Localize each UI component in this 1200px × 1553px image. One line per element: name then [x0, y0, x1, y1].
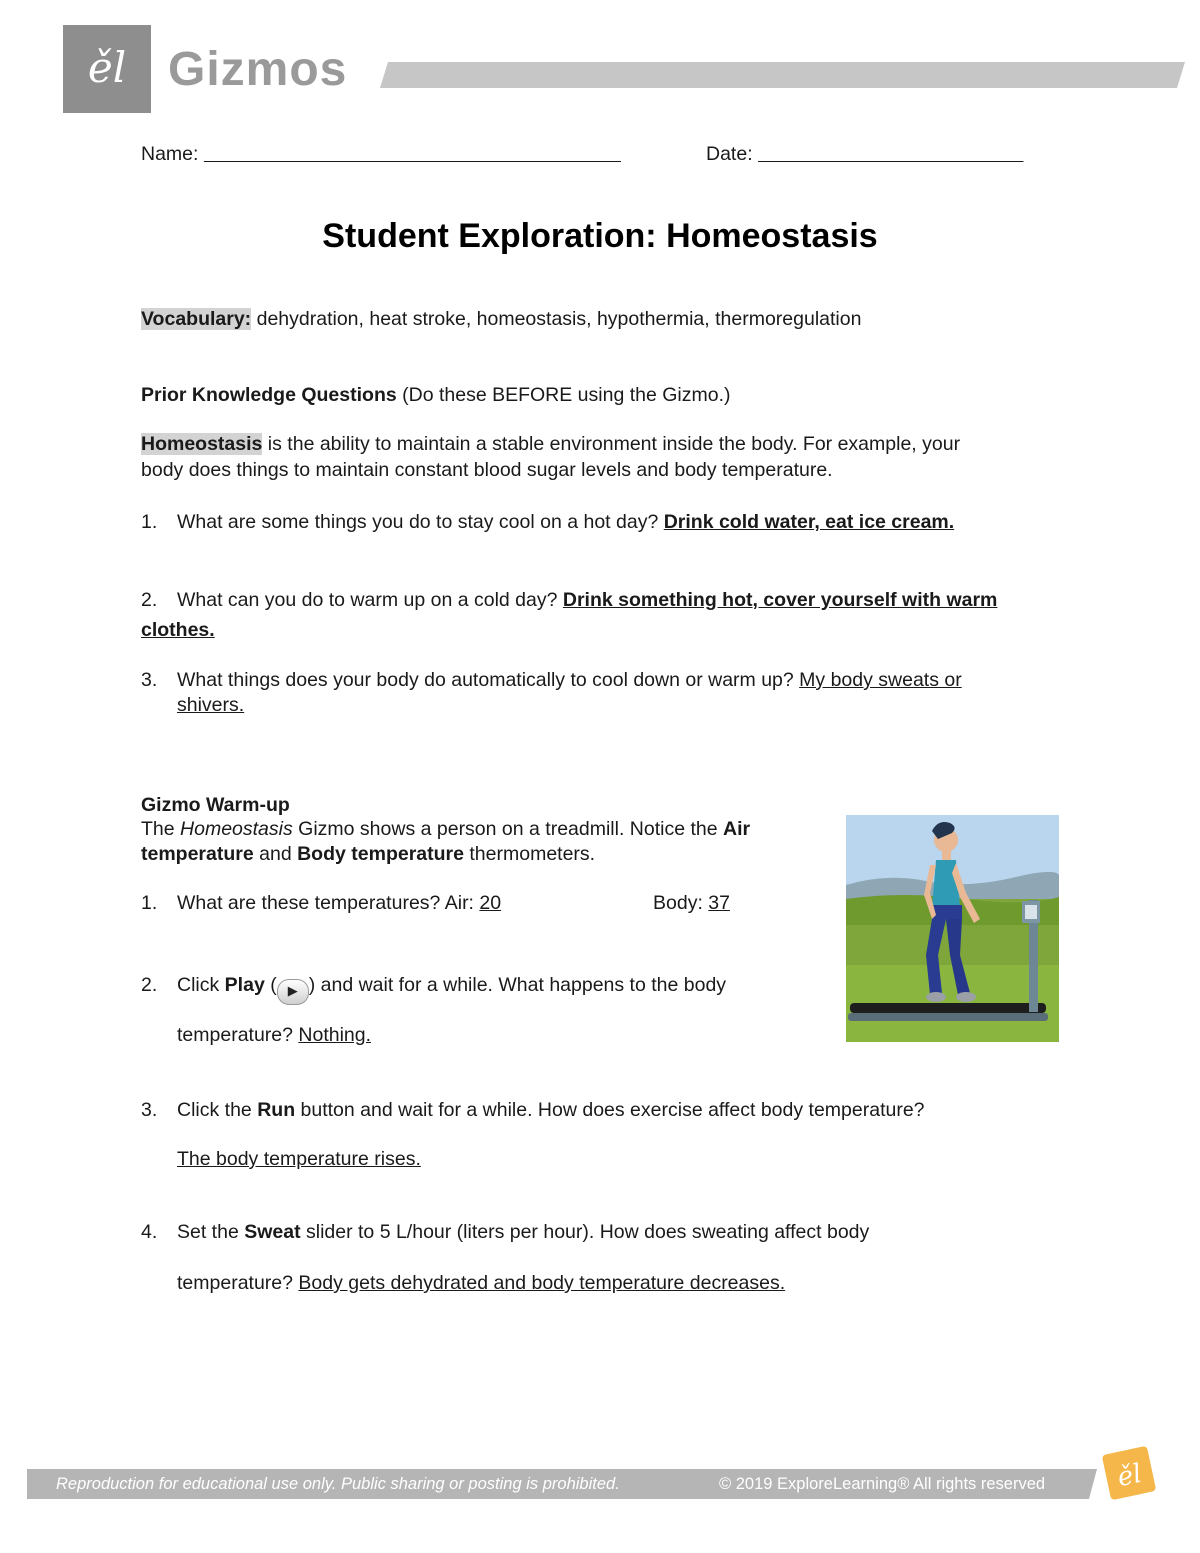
el-logo-icon: ěl: [87, 43, 127, 92]
body-temperature-bold: Body temperature: [297, 843, 464, 865]
intro-text: The: [141, 818, 181, 840]
question-number: 1.: [141, 892, 158, 914]
question-text: What are some things you do to stay cool on a hot day?: [177, 511, 664, 533]
date-label: Date:: [706, 143, 753, 165]
prior-question-3-line2: [177, 692, 244, 718]
answer-text: My body sweats or: [799, 669, 962, 691]
answer-text: The body temperature rises.: [177, 1148, 421, 1170]
question-text: button and wait for a while. How does exercise affect body temperature?: [295, 1099, 925, 1121]
warmup-question-4: [141, 1219, 869, 1245]
vocabulary-line: [141, 306, 861, 332]
temperature-bold: temperature: [141, 843, 254, 865]
air-answer: 20: [479, 892, 502, 914]
question-text: Click the: [177, 1099, 258, 1121]
question-text: slider to 5 L/hour (liters per hour). How does sweating affect body: [300, 1221, 870, 1243]
warmup-question-1-body: [653, 890, 730, 916]
answer-text: clothes.: [141, 619, 215, 641]
homeostasis-definition-line1: [141, 431, 960, 457]
footer-copyright: © 2019 ExploreLearning® All rights reserved: [719, 1475, 1046, 1493]
date-field: [706, 141, 1024, 167]
prior-knowledge-heading-line: [141, 382, 731, 408]
warmup-question-4-line2: [177, 1270, 785, 1296]
treadmill-illustration: [846, 815, 1059, 1042]
question-number: 2.: [141, 589, 158, 611]
answer-text: Drink something hot, cover yourself with warm: [562, 589, 998, 611]
warmup-question-2-line2: [177, 1022, 371, 1048]
answer-text: Body gets dehydrated and body temperature decreases.: [298, 1272, 786, 1294]
question-text: Set the: [177, 1221, 245, 1243]
question-text: temperature?: [177, 1024, 299, 1046]
air-bold: Air: [723, 818, 751, 840]
prior-question-1: [141, 509, 954, 535]
gizmo-name: Homeostasis: [180, 818, 293, 840]
question-text: temperature?: [177, 1272, 299, 1294]
warmup-question-1: [141, 890, 501, 916]
page-title: Student Exploration: Homeostasis: [322, 217, 878, 255]
vocabulary-label: Vocabulary:: [141, 308, 252, 330]
play-bold: Play: [224, 974, 265, 996]
question-text: What things does your body do automatically to cool down or warm up?: [177, 669, 800, 691]
body-answer: 37: [708, 892, 730, 914]
question-number: 1.: [141, 511, 158, 533]
question-number: 4.: [141, 1221, 158, 1243]
answer-text: Nothing.: [298, 1024, 372, 1046]
answer-text: shivers.: [177, 694, 245, 716]
intro-text: thermometers.: [463, 843, 596, 865]
prior-question-3: [141, 667, 962, 693]
warmup-question-3: [141, 1097, 925, 1123]
warmup-heading-text: Gizmo Warm-up: [141, 794, 290, 816]
answer-text: Drink cold water, eat ice cream.: [663, 511, 955, 533]
prior-question-2-line2: [141, 617, 215, 643]
name-field: [141, 141, 621, 167]
question-text: (: [264, 974, 277, 996]
question-number: 3.: [141, 1099, 158, 1121]
homeostasis-term: Homeostasis: [141, 433, 263, 455]
prior-knowledge-heading: Prior Knowledge Questions: [141, 384, 397, 406]
question-text: ) and wait for a while. What happens to the body: [308, 974, 727, 996]
el-corner-logo-icon: [1098, 1442, 1160, 1504]
date-blank: [758, 143, 1023, 165]
run-bold: Run: [257, 1099, 296, 1121]
question-number: 3.: [141, 669, 158, 691]
prior-question-2: [141, 587, 997, 613]
question-text: What can you do to warm up on a cold day?: [177, 589, 563, 611]
warmup-intro-line2: [141, 841, 595, 867]
play-icon: ▶: [277, 979, 309, 1005]
question-number: 2.: [141, 974, 158, 996]
definition-text-1: is the ability to maintain a stable environment inside the body. For example, your: [262, 433, 961, 455]
question-text: Click: [177, 974, 225, 996]
body-label: Body:: [653, 892, 709, 914]
name-blank: [204, 143, 621, 165]
warmup-intro-line1: [141, 816, 750, 842]
warmup-question-2: [141, 972, 726, 1005]
svg-text:ěl: ěl: [1114, 1458, 1145, 1494]
vocabulary-terms: dehydration, heat stroke, homeostasis, hypothermia, thermoregulation: [251, 308, 862, 330]
brand-name: Gizmos: [168, 43, 348, 96]
warmup-question-3-answer: [177, 1146, 421, 1172]
question-text: What are these temperatures? Air:: [177, 892, 480, 914]
prior-knowledge-note: (Do these BEFORE using the Gizmo.): [396, 384, 731, 406]
sweat-bold: Sweat: [244, 1221, 301, 1243]
header-bar: [380, 62, 1185, 88]
footer-disclaimer: Reproduction for educational use only. Public sharing or posting is prohibited.: [56, 1475, 620, 1493]
intro-text: and: [253, 843, 298, 865]
warmup-heading: [141, 792, 290, 818]
intro-text: Gizmo shows a person on a treadmill. Notice the: [292, 818, 724, 840]
homeostasis-definition-line2: body does things to maintain constant blood sugar levels and body temperature.: [141, 459, 833, 481]
name-label: Name:: [141, 143, 199, 165]
